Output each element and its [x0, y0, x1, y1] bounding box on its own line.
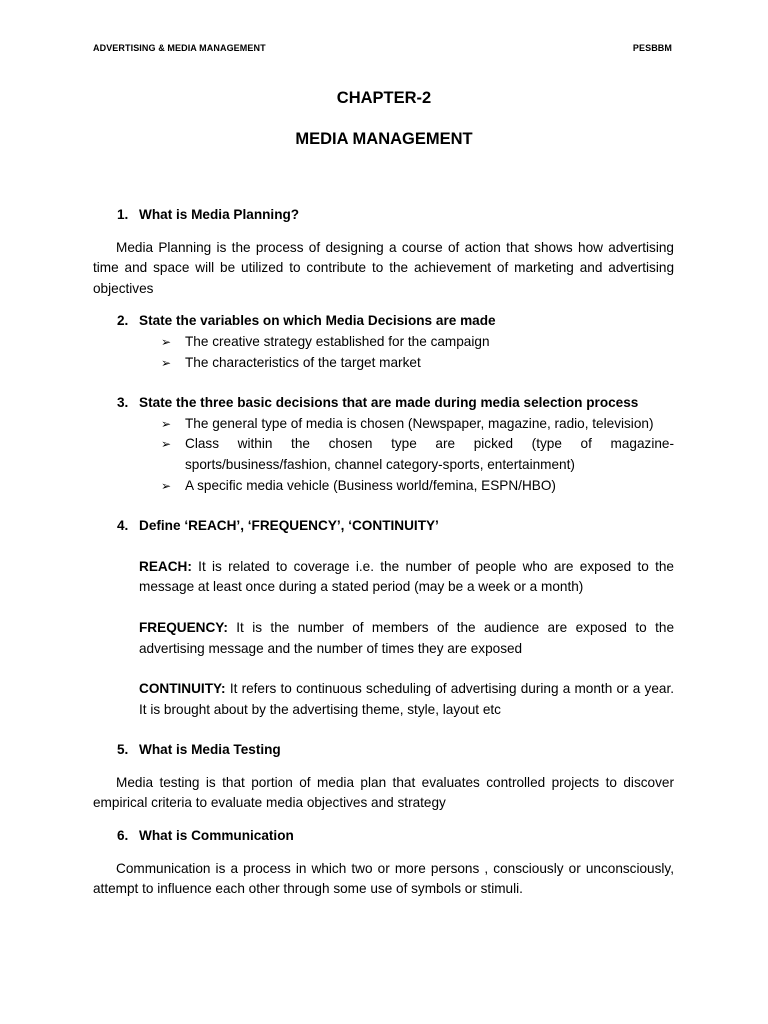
question-heading-3 [93, 393, 674, 414]
question-heading-2 [93, 311, 674, 332]
list-item [161, 332, 674, 353]
arrowhead-bullet-icon: ➢ [161, 334, 172, 349]
question-heading-1 [93, 205, 674, 226]
question-title: State the three basic decisions that are made during media selection process [139, 395, 639, 411]
question-heading-5 [93, 740, 674, 761]
question-heading-4 [93, 516, 674, 537]
chapter-title: MEDIA MANAGEMENT [295, 130, 473, 148]
definition-text: It is related to coverage i.e. the number of people who are exposed to the message at least once during a stated period (may be a week or a month) [139, 558, 674, 595]
bullet-list-2 [93, 332, 674, 373]
question-number: 2. [117, 313, 129, 329]
question-title: Define ‘REACH’, ‘FREQUENCY’, ‘CONTINUITY’ [139, 518, 439, 534]
definition-reach [93, 557, 674, 598]
arrowhead-bullet-icon: ➢ [161, 437, 172, 452]
question-title: State the variables on which Media Decisions are made [139, 313, 496, 329]
list-item [161, 353, 674, 374]
running-header-left: ADVERTISING & MEDIA MANAGEMENT [93, 43, 266, 53]
definition-term: CONTINUITY: [139, 681, 226, 697]
question-number: 3. [117, 395, 129, 411]
definition-text: It is the number of members of the audience are exposed to the advertising message and the number of times they are exposed [139, 619, 675, 656]
arrowhead-bullet-icon: ➢ [161, 478, 172, 493]
list-item-text: The general type of media is chosen (Newspaper, magazine, radio, television) [185, 415, 654, 431]
question-number: 1. [117, 207, 129, 222]
running-header-right: PESBBM [632, 43, 672, 53]
bullet-list-3 [93, 414, 674, 496]
arrowhead-bullet-icon: ➢ [161, 416, 172, 431]
definition-frequency [93, 618, 674, 659]
list-item-text: A specific media vehicle (Business world/femina, ESPN/HBO) [185, 477, 556, 493]
definition-text: It refers to continuous scheduling of advertising during a month or a year. It is brought about by the advertising theme, style, layout etc [139, 681, 675, 717]
question-number: 4. [117, 518, 129, 534]
question-title: What is Media Testing [139, 742, 281, 758]
list-item [161, 414, 674, 435]
question-heading-6 [93, 826, 674, 847]
list-item [161, 476, 674, 497]
question-title: What is Media Planning? [139, 207, 300, 222]
question-title: What is Communication [139, 828, 294, 844]
question-number: 6. [117, 828, 129, 844]
answer-paragraph-6: Communication is a process in which two or more persons , consciously or unconsciously, attempt to influence each other through some use of symbols or stimuli. [93, 860, 674, 897]
answer-paragraph-1: Media Planning is the process of designing a course of action that shows how advertising time and space will be utilized to contribute to the achievement of marketing and advertising objectives [93, 239, 674, 296]
definition-term: FREQUENCY: [139, 619, 228, 635]
arrowhead-bullet-icon: ➢ [161, 355, 172, 370]
chapter-number: CHAPTER-2 [336, 89, 432, 107]
list-item [161, 434, 674, 475]
list-item-text: Class within the chosen type are picked (type of magazine-sports/business/fashion, channel category-sports, entertainment) [185, 436, 674, 472]
answer-paragraph-5: Media testing is that portion of media plan that evaluates controlled projects to discover empirical criteria to evaluate media objectives and strategy [93, 774, 674, 811]
definition-term: REACH: [139, 558, 192, 574]
question-number: 5. [117, 742, 129, 758]
list-item-text: The characteristics of the target market [185, 354, 421, 370]
document-body [93, 205, 674, 900]
definition-continuity [93, 679, 674, 720]
list-item-text: The creative strategy established for the campaign [185, 333, 490, 349]
